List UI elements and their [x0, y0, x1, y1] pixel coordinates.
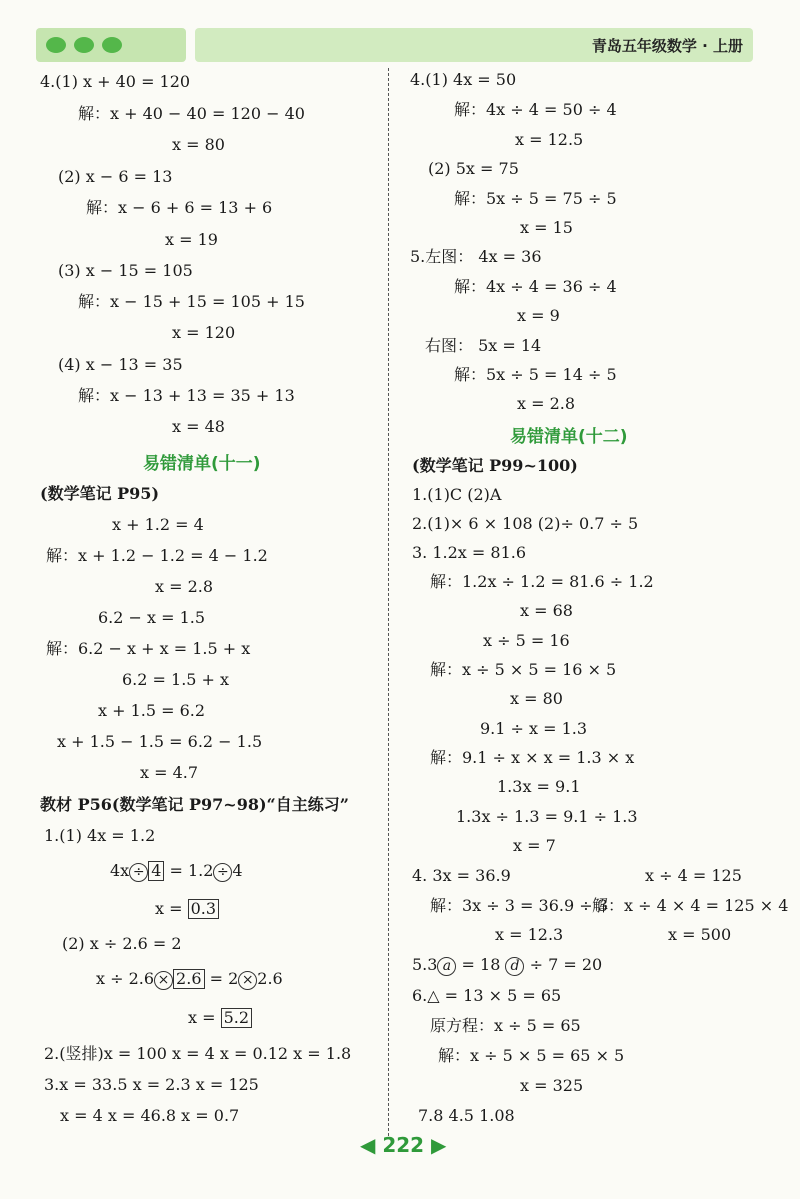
answer-line: x = 9 — [517, 306, 560, 325]
boxed-answer: 4 — [148, 861, 164, 881]
column-divider — [388, 68, 389, 1136]
answer-line: 解：3x ÷ 3 = 36.9 ÷ 3 — [430, 896, 608, 915]
answer-line: x = 19 — [165, 230, 218, 249]
section-title: 易错清单(十一) — [143, 454, 261, 474]
answer-line: 4. 3x = 36.9 — [412, 866, 511, 885]
expr-text: = 18 — [456, 955, 506, 974]
dot-icon — [102, 37, 122, 53]
answer-line: (4) x − 13 = 35 — [58, 355, 183, 374]
circled-operator: × — [154, 971, 173, 990]
answer-line: 5.左图： 4x = 36 — [410, 247, 542, 266]
answer-line: 3. 1.2x = 81.6 — [412, 543, 527, 562]
answer-line — [188, 1008, 252, 1028]
answer-line: 解：x − 6 + 6 = 13 + 6 — [86, 198, 273, 217]
answer-line: 1.(1)C (2)A — [412, 485, 502, 504]
expr-text: x = — [188, 1008, 221, 1027]
answer-line: x = 68 — [520, 601, 573, 620]
answer-line: (2) x − 6 = 13 — [58, 167, 173, 186]
answer-line — [110, 861, 243, 882]
expr-text: = 1.2 — [164, 861, 214, 880]
answer-line: 解：x − 13 + 13 = 35 + 13 — [78, 386, 295, 405]
answer-line: x ÷ 5 = 16 — [483, 631, 570, 650]
answer-line: 6.△ = 13 × 5 = 65 — [412, 986, 562, 1005]
answer-line: x = 12.5 — [515, 130, 584, 149]
answer-line: (3) x − 15 = 105 — [58, 261, 193, 280]
answer-line — [412, 955, 602, 976]
answer-line: x = 2.8 — [155, 577, 214, 596]
answer-line: x = 15 — [520, 218, 573, 237]
answer-line: 解：x + 40 − 40 = 120 − 40 — [78, 104, 305, 123]
answer-line: (2) x ÷ 2.6 = 2 — [62, 934, 182, 953]
answer-line: 解：x ÷ 5 × 5 = 16 × 5 — [430, 660, 617, 679]
answer-line: (2) 5x = 75 — [428, 159, 519, 178]
textbook-heading: 教材 P56(数学笔记 P97~98)“自主练习” — [40, 795, 349, 814]
section-note: (数学笔记 P95) — [40, 484, 160, 503]
section-note: (数学笔记 P99~100) — [412, 456, 578, 475]
answer-line: x = 80 — [172, 135, 225, 154]
boxed-answer: 0.3 — [188, 899, 219, 919]
answer-line: 原方程：x ÷ 5 = 65 — [430, 1016, 581, 1035]
answer-line: 解：5x ÷ 5 = 14 ÷ 5 — [454, 365, 617, 384]
answer-line: x = 2.8 — [517, 394, 576, 413]
answer-line: 右图： 5x = 14 — [425, 336, 542, 355]
answer-line: x = 120 — [172, 323, 236, 342]
circled-operator: ÷ — [213, 863, 232, 882]
answer-line: x = 7 — [513, 836, 556, 855]
answer-line: 6.2 = 1.5 + x — [122, 670, 230, 689]
answer-line: x = 12.3 — [495, 925, 564, 944]
answer-line: 4.(1) x + 40 = 120 — [40, 72, 191, 91]
answer-line: x + 1.5 − 1.5 = 6.2 − 1.5 — [57, 732, 263, 751]
section-title: 易错清单(十二) — [510, 427, 628, 447]
page-number: ◀ 222 ▶ — [360, 1133, 447, 1157]
circled-operator: × — [238, 971, 257, 990]
answer-line: 1.3x = 9.1 — [497, 777, 581, 796]
expr-text: 4x — [110, 861, 130, 880]
circled-operator: ÷ — [129, 863, 148, 882]
answer-line — [96, 969, 283, 990]
boxed-answer: 5.2 — [221, 1008, 252, 1028]
answer-line: 6.2 − x = 1.5 — [98, 608, 206, 627]
answer-line: 解：x ÷ 4 × 4 = 125 × 4 — [592, 896, 789, 915]
answer-line: 解：6.2 − x + x = 1.5 + x — [46, 639, 251, 658]
expr-text: x = — [155, 899, 188, 918]
answer-line: x ÷ 4 = 125 — [645, 866, 742, 885]
answer-line: 3.x = 33.5 x = 2.3 x = 125 — [44, 1075, 259, 1094]
answer-line: 解：x ÷ 5 × 5 = 65 × 5 — [438, 1046, 625, 1065]
answer-line: 9.1 ÷ x = 1.3 — [480, 719, 588, 738]
answer-line: 7.8 4.5 1.08 — [418, 1106, 515, 1125]
expr-text: 4 — [232, 861, 243, 880]
expr-text: ÷ 7 = 20 — [524, 955, 603, 974]
answer-line: 解：1.2x ÷ 1.2 = 81.6 ÷ 1.2 — [430, 572, 654, 591]
answer-line: 解：9.1 ÷ x × x = 1.3 × x — [430, 748, 635, 767]
header-decor-bar — [36, 28, 186, 62]
answer-line: x = 4 x = 46.8 x = 0.7 — [60, 1106, 240, 1125]
answer-line: x + 1.2 = 4 — [112, 515, 204, 534]
answer-line: 解：5x ÷ 5 = 75 ÷ 5 — [454, 189, 617, 208]
dot-icon — [74, 37, 94, 53]
answer-line: 1.(1) 4x = 1.2 — [44, 826, 156, 845]
answer-line: x + 1.5 = 6.2 — [98, 701, 206, 720]
expr-text: = 2 — [204, 969, 239, 988]
answer-line: 2.(1)× 6 × 108 (2)÷ 0.7 ÷ 5 — [412, 514, 639, 533]
answer-line: 解：4x ÷ 4 = 50 ÷ 4 — [454, 100, 617, 119]
book-title: 青岛五年级数学 · 上册 — [591, 37, 743, 55]
dot-icon — [46, 37, 66, 53]
expr-text: 2.6 — [257, 969, 283, 988]
answer-line: 4.(1) 4x = 50 — [410, 70, 517, 89]
answer-line: x = 325 — [520, 1076, 584, 1095]
circled-variable: d — [505, 957, 524, 976]
boxed-answer: 2.6 — [173, 969, 204, 989]
answer-line: 解：4x ÷ 4 = 36 ÷ 4 — [454, 277, 617, 296]
expr-text: 5.3 — [412, 955, 438, 974]
answer-line: 解：x − 15 + 15 = 105 + 15 — [78, 292, 305, 311]
answer-line: 解：x + 1.2 − 1.2 = 4 − 1.2 — [46, 546, 268, 565]
expr-text: x ÷ 2.6 — [96, 969, 155, 988]
answer-line: x = 48 — [172, 417, 225, 436]
answer-line: x = 500 — [668, 925, 732, 944]
answer-line: 2.(竖排)x = 100 x = 4 x = 0.12 x = 1.8 — [44, 1044, 352, 1063]
answer-line: x = 4.7 — [140, 763, 199, 782]
header-bar — [195, 28, 753, 62]
answer-line: 1.3x ÷ 1.3 = 9.1 ÷ 1.3 — [456, 807, 638, 826]
circled-variable: a — [437, 957, 456, 976]
answer-line: x = 80 — [510, 689, 563, 708]
answer-line — [155, 899, 219, 919]
